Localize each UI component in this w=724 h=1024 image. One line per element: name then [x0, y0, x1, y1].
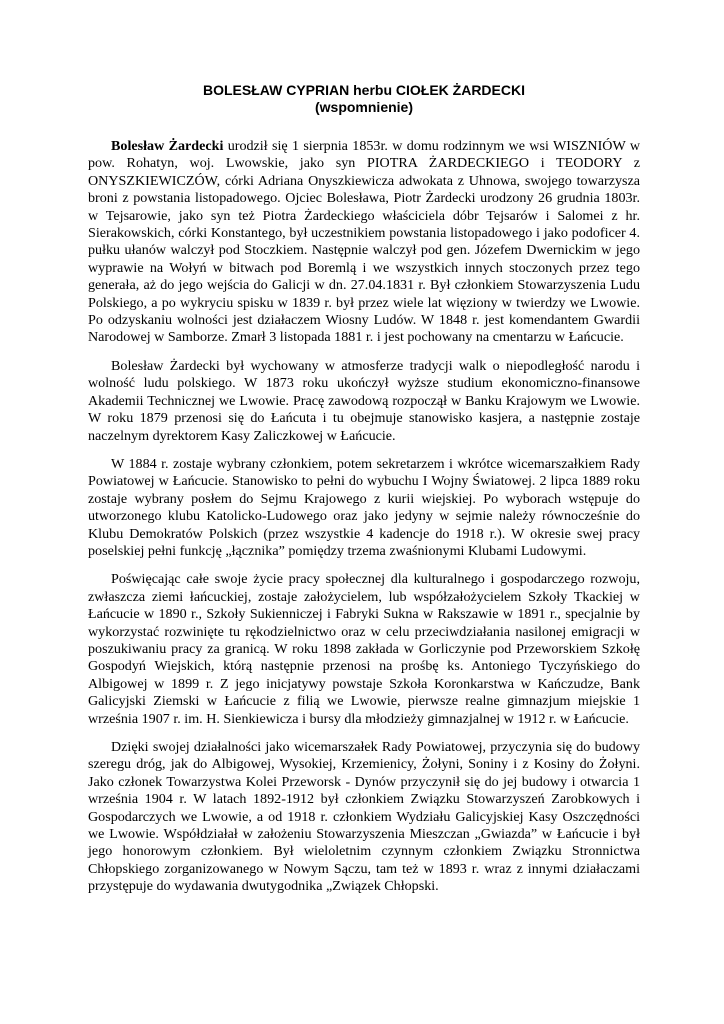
title-main: BOLESŁAW CYPRIAN herbu CIOŁEK ŻARDECKI — [202, 82, 525, 98]
paragraph-4-text: Poświęcając całe swoje życie pracy społecznej dla kulturalnego i gospodarczego rozwoju, zwłaszcza ziemi łańcuckiej, zostaje założycielem, lub współzałożycielem Szkoły Tkackiej w Łańcucie w 1890 r., Szkoły Sukienniczej i Fabryki Sukna w Rakszawie w 1891 r., specjalnie by wykorzystać rozwinięte tu rękodzielnictwo oraz w celu przeciwdziałania nasilonej emigracji w poszukiwaniu pracy za granicą. W roku 1898 zakłada w Gorliczynie pod Przeworskiem Szkołę Gospodyń Wiejskich, którą następnie przenosi na prośbę ks. Antoniego Tyczyńskiego do Albigowej w 1899 r. Z jego inicjatywy powstaje Szkoła Koronkarstwa w Kańczudze, Bank Galicyjski Ziemski w Łańcucie z filią we Lwowie, pierwsze realne gimnazjum miejskie 1 września 1907 r. im. H. Sienkiewicza i bursy dla młodzieży gimnazjalnej w 1912 r. w Łańcucie. — [88, 571, 640, 727]
title-subtitle: (wspomnienie) — [314, 99, 413, 115]
paragraph-4 — [88, 571, 640, 728]
paragraph-5 — [88, 739, 640, 896]
paragraph-3 — [88, 456, 640, 560]
paragraph-2 — [88, 358, 640, 445]
document-title — [88, 82, 640, 116]
paragraph-1-text: urodził się 1 sierpnia 1853r. w domu rodzinnym we wsi WISZNIÓW w pow. Rohatyn, woj. Lwowskie, jako syn PIOTRA ŻARDECKIEGO i TEODORY z ONYSZKIEWICZÓW, córki Adriana Onyszkiewicza adwokata z Uhnowa, swojego towarzysza broni z powstania listopadowego. Ojciec Bolesława, Piotr Żardecki urodzony 26 grudnia 1803r. w Tejsarowie, jako syn też Piotra Żardeckiego właściciela dóbr Tejsarów i Salomei z hr. Sierakowskich, córki Konstantego, był uczestnikiem powstania listopadowego i jako podoficer 4. pułku ułanów walczył pod Stoczkiem. Następnie walczył pod gen. Józefem Dwernickim w jego wyprawie na Wołyń w bitwach pod Boremlą i we wszystkich innych stoczonych przez tego generała, aż do jego wejścia do Galicji w dn. 27.04.1831 r. Był członkiem Stowarzyszenia Ludu Polskiego, a po wykryciu spisku w 1839 r. był przez wiele lat więziony w twierdzy we Lwowie. Po odzyskaniu wolności jest działaczem Wiosny Ludów. W 1848 r. jest komendantem Gwardii Narodowej w Samborze. Zmarł 3 listopada 1881 r. i jest pochowany na cmentarzu w Łańcucie. — [88, 138, 641, 346]
paragraph-5-text: Dzięki swojej działalności jako wicemarszałek Rady Powiatowej, przyczynia się do budowy szeregu dróg, jak do Albigowej, Wysokiej, Krzemienicy, Żołyni, Soniny i z Kosiny do Żołyni. Jako członek Towarzystwa Kolei Przeworsk - Dynów przyczynił się do jej budowy i otwarcia 1 września 1904 r. W latach 1892-1912 był członkiem Związku Stowarzyszeń Zarobkowych i Gospodarczych we Lwowie, a od 1918 r. członkiem Wydziału Galicyjskiej Kasy Oszczędności we Lwowie. Współdziałał w założeniu Stowarzyszenia Mieszczan „Gwiazda” w Łańcucie i był jego honorowym członkiem. Był wieloletnim czynnym członkiem Związku Stronnictwa Chłopskiego zorganizowanego w Nowym Sączu, tam też w 1893 r. wraz z innymi działaczami przystępuje do wydawania dwutygodnika „Związek Chłopski. — [88, 739, 640, 895]
paragraph-3-text: W 1884 r. zostaje wybrany członkiem, potem sekretarzem i wkrótce wicemarszałkiem Rady Powiatowej w Łańcucie. Stanowisko to pełni do wybuchu I Wojny Światowej. 2 lipca 1889 roku zostaje wybrany posłem do Sejmu Krajowego z kurii wiejskiej. Po wyborach wstępuje do utworzonego klubu Katolicko-Ludowego oraz jako jedyny w sejmie należy równocześnie do Klubu Demokratów Polskich (przez wszystkie 4 kadencje do 1918 r.). W okresie swej pracy poselskiej pełni funkcję „łącznika” pomiędzy trzema zwaśnionymi Klubami Ludowymi. — [88, 455, 640, 559]
paragraph-2-text: Bolesław Żardecki był wychowany w atmosferze tradycji walk o niepodległość narodu i wolność ludu polskiego. W 1873 roku ukończył wyższe studium ekonomiczno-finansowe Akademii Technicznej we Lwowie. Pracę zawodową rozpoczął w Banku Krajowym we Lwowie. W roku 1879 przenosi się do Łańcuta i tu obejmuje stanowisko kasjera, a następnie zostaje naczelnym dyrektorem Kasy Zaliczkowej w Łańcucie. — [88, 357, 640, 444]
paragraph-1 — [88, 138, 640, 347]
paragraph-1-lead: Bolesław Żardecki — [111, 138, 224, 154]
document-page — [88, 82, 640, 907]
